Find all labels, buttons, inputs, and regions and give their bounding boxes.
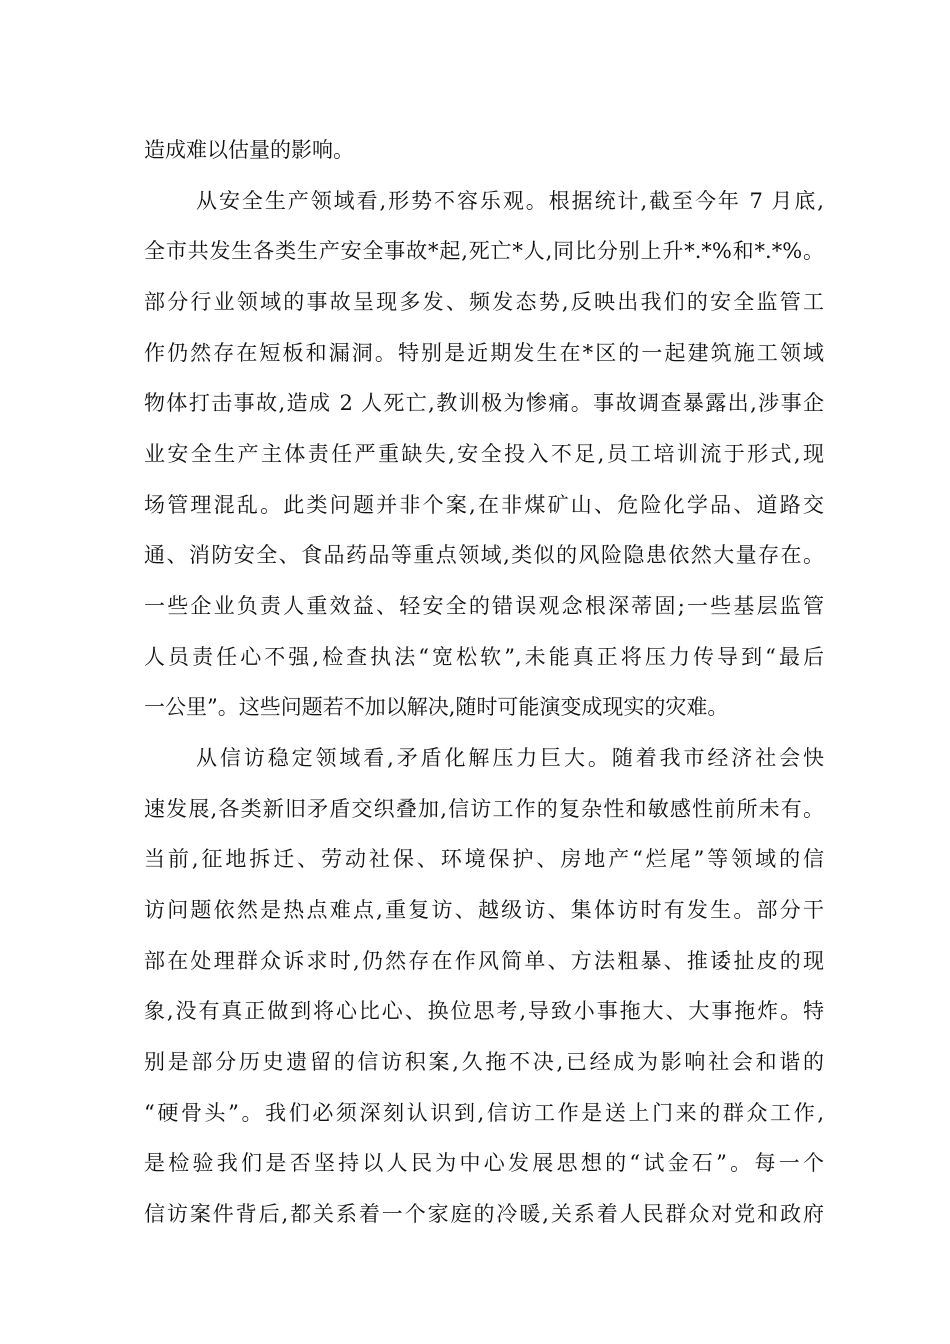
text-line: 人员责任心不强,检查执法“宽松软”,未能真正将压力传导到“最后 [144, 645, 824, 669]
text-line: 业安全生产主体责任严重缺失,安全投入不足,员工培训流于形式,现 [144, 442, 824, 466]
text-line: 部分行业领域的事故呈现多发、频发态势,反映出我们的安全监管工 [144, 290, 824, 314]
text-line: 场管理混乱。此类问题并非个案,在非煤矿山、危险化学品、道路交 [144, 493, 824, 517]
text-line: 信访案件背后,都关系着一个家庭的冷暖,关系着人民群众对党和政府 [144, 1202, 824, 1226]
text-line: 全市共发生各类生产安全事故*起,死亡*人,同比分别上升*.*%和*.*%。 [144, 239, 824, 263]
text-line: 通、消防安全、食品药品等重点领域,类似的风险隐患依然大量存在。 [144, 543, 824, 567]
text-line: 作仍然存在短板和漏洞。特别是近期发生在*区的一起建筑施工领域 [144, 341, 824, 365]
text-line: 是检验我们是否坚持以人民为中心发展思想的“试金石”。每一个 [144, 1151, 824, 1175]
text-line: 一公里”。这些问题若不加以解决,随时可能演变成现实的灾难。 [144, 695, 729, 719]
text-line: 一些企业负责人重效益、轻安全的错误观念根深蒂固;一些基层监管 [144, 594, 824, 618]
text-line: 部在处理群众诉求时,仍然存在作风简单、方法粗暴、推诿扯皮的现 [144, 949, 824, 973]
text-line: “硬骨头”。我们必须深刻认识到,信访工作是送上门来的群众工作, [144, 1101, 824, 1125]
paragraph-first-line: 从信访稳定领域看,矛盾化解压力巨大。随着我市经济社会快 [196, 746, 824, 770]
text-line: 别是部分历史遗留的信访积案,久拖不决,已经成为影响社会和谐的 [144, 1050, 824, 1074]
text-line: 物体打击事故,造成 2 人死亡,教训极为惨痛。事故调查暴露出,涉事企 [144, 391, 824, 415]
text-line: 速发展,各类新旧矛盾交织叠加,信访工作的复杂性和敏感性前所未有。 [144, 797, 824, 821]
text-line: 象,没有真正做到将心比心、换位思考,导致小事拖大、大事拖炸。特 [144, 999, 824, 1023]
paragraph-first-line: 从安全生产领域看,形势不容乐观。根据统计,截至今年 7 月底, [196, 189, 824, 213]
text-line: 访问题依然是热点难点,重复访、越级访、集体访时有发生。部分干 [144, 898, 824, 922]
text-line: 当前,征地拆迁、劳动社保、环境保护、房地产“烂尾”等领域的信 [144, 847, 824, 871]
text-line: 造成难以估量的影响。 [144, 138, 354, 162]
